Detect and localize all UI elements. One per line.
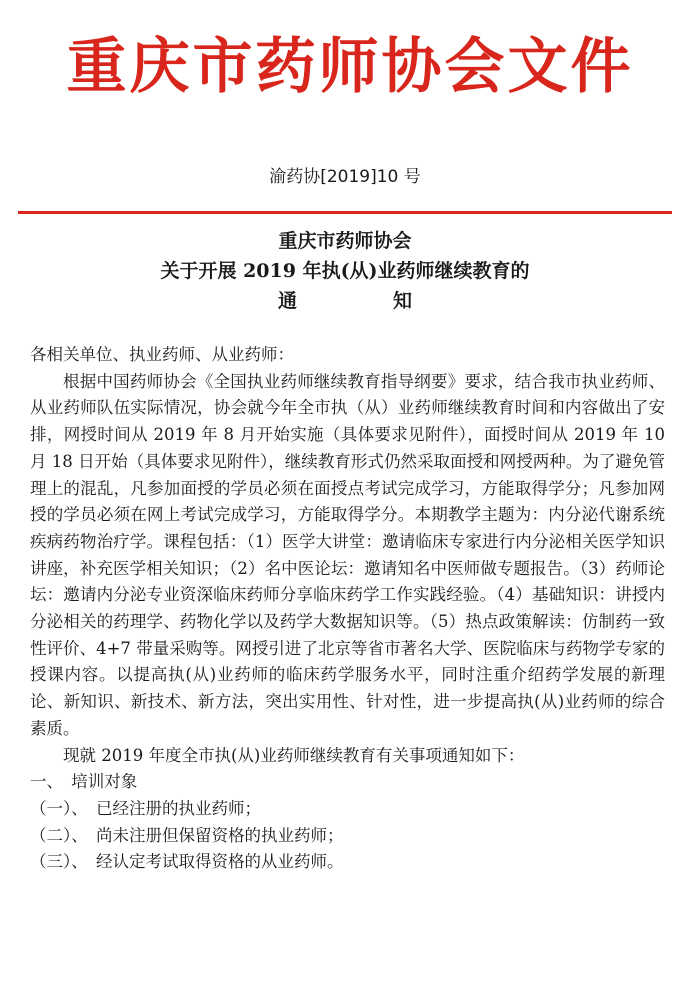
red-divider-line (18, 211, 672, 214)
body-paragraph-1: 根据中国药师协会《全国执业药师继续教育指导纲要》要求，结合我市执业药师、从业药师队伍实际情况，协会就今年全市执（从）业药师继续教育时间和内容做出了安排，网授时间从 2019 年 8 月开始实施（具体要求见附件），面授时间从 2019 年 10 月 18 日开始（具体要求见附件），继续教育形式仍然采取面授和网授两种。为了避免管理上的混乱，凡参加面授的学员必须在面授点考试完成学习，方能取得学分；凡参加网授的学员必须在网上考试完成学习，方能取得学分。本期教学主题为：内分泌代谢系统疾病药物治疗学。课程包括：（1）医学大讲堂：邀请临床专家进行内分泌相关医学知识讲座，补充医学相关知识；（2）名中医论坛：邀请知名中医师做专题报告。（3）药师论坛：邀请内分泌专业资深临床药师分享临床药学工作实践经验。（4）基础知识：讲授内分泌相关的药理学、药物化学以及药学大数据知识等。（5）热点政策解读：仿制药一致性评价、4+7 带量采购等。网授引进了北京等省市著名大学、医院临床与药物学专家的授课内容。以提高执(从)业药师的临床药学服务水平，同时注重介绍药学发展的新理论、新知识、新技术、新方法，突出实用性、针对性，进一步提高执(从)业药师的综合素质。 (30, 371, 665, 738)
notice-body (30, 342, 665, 876)
masthead-title: 重庆市药师协会文件 (66, 32, 634, 102)
notice-title (0, 226, 690, 316)
title-line-subject: 关于开展 2019 年执(从)业药师继续教育的 (160, 260, 530, 282)
document-number: 渝药协[2019]10 号 (269, 167, 421, 187)
list-item: （二）、 尚未注册但保留资格的执业药师； (30, 825, 344, 845)
list-item: （三）、 经认定考试取得资格的从业药师。 (30, 852, 344, 872)
title-line-organization: 重庆市药师协会 (278, 230, 412, 252)
list-item: （一）、 已经注册的执业药师； (30, 798, 261, 818)
title-line-notice: 通知 (277, 290, 508, 312)
section-heading-training-targets: 一、 培训对象 (30, 772, 138, 792)
body-paragraph-2: 现就 2019 年度全市执(从)业药师继续教育有关事项通知如下： (63, 745, 525, 765)
salutation: 各相关单位、执业药师、从业药师： (30, 345, 294, 364)
